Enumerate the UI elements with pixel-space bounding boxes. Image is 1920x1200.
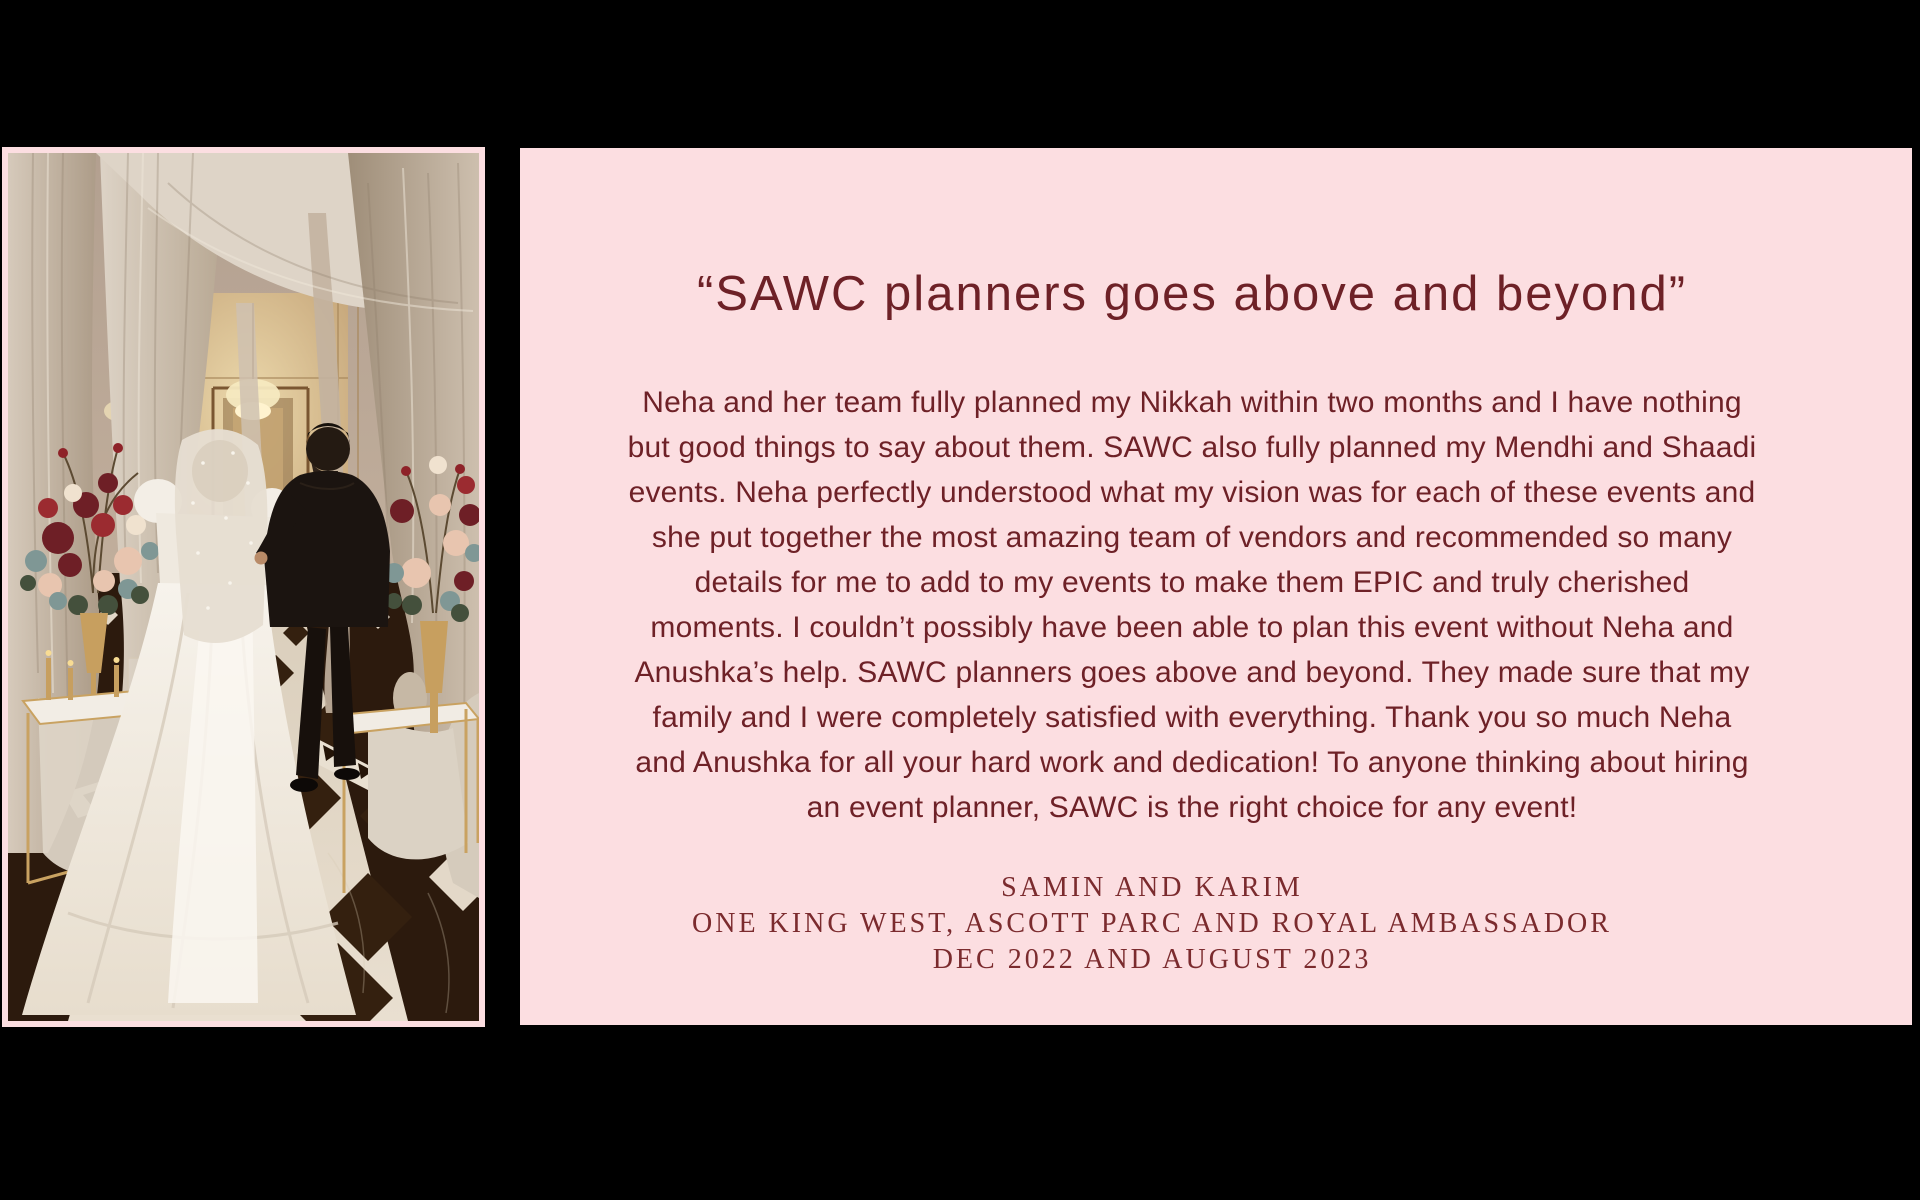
testimonial-title: “SAWC planners goes above and beyond”	[696, 267, 1688, 321]
wedding-photo	[2, 147, 485, 1027]
testimonial-body-line: moments. I couldn’t possibly have been able to plan this event without Neha and	[650, 611, 1734, 644]
testimonial-panel	[520, 148, 1912, 1025]
testimonial-body-line: events. Neha perfectly understood what my vision was for each of these events and	[628, 476, 1756, 509]
testimonial-body-line: she put together the most amazing team of vendors and recommended so many	[651, 521, 1733, 554]
attribution-names: SAMIN AND KARIM	[1001, 872, 1303, 903]
testimonial-attribution	[520, 870, 1784, 978]
testimonial-body-line: Anushka’s help. SAWC planners goes above and beyond. They made sure that my	[634, 656, 1750, 689]
attribution-venues: ONE KING WEST, ASCOTT PARC AND ROYAL AMBASSADOR	[692, 908, 1612, 939]
testimonial-body-line: Neha and her team fully planned my Nikkah within two months and I have nothing	[642, 386, 1742, 419]
testimonial-body-line: and Anushka for all your hard work and dedication! To anyone thinking about hiring	[635, 746, 1749, 779]
testimonial-body-line: family and I were completely satisfied with everything. Thank you so much Neha	[652, 701, 1732, 734]
testimonial-body-line: but good things to say about them. SAWC also fully planned my Mendhi and Shaadi	[627, 431, 1757, 464]
testimonial-body-line: details for me to add to my events to make them EPIC and truly cherished	[694, 566, 1690, 599]
testimonial-body-line: an event planner, SAWC is the right choice for any event!	[806, 791, 1578, 824]
attribution-dates: DEC 2022 AND AUGUST 2023	[932, 944, 1372, 975]
testimonial-body	[520, 380, 1864, 830]
wedding-photo-illustration	[8, 153, 479, 1021]
